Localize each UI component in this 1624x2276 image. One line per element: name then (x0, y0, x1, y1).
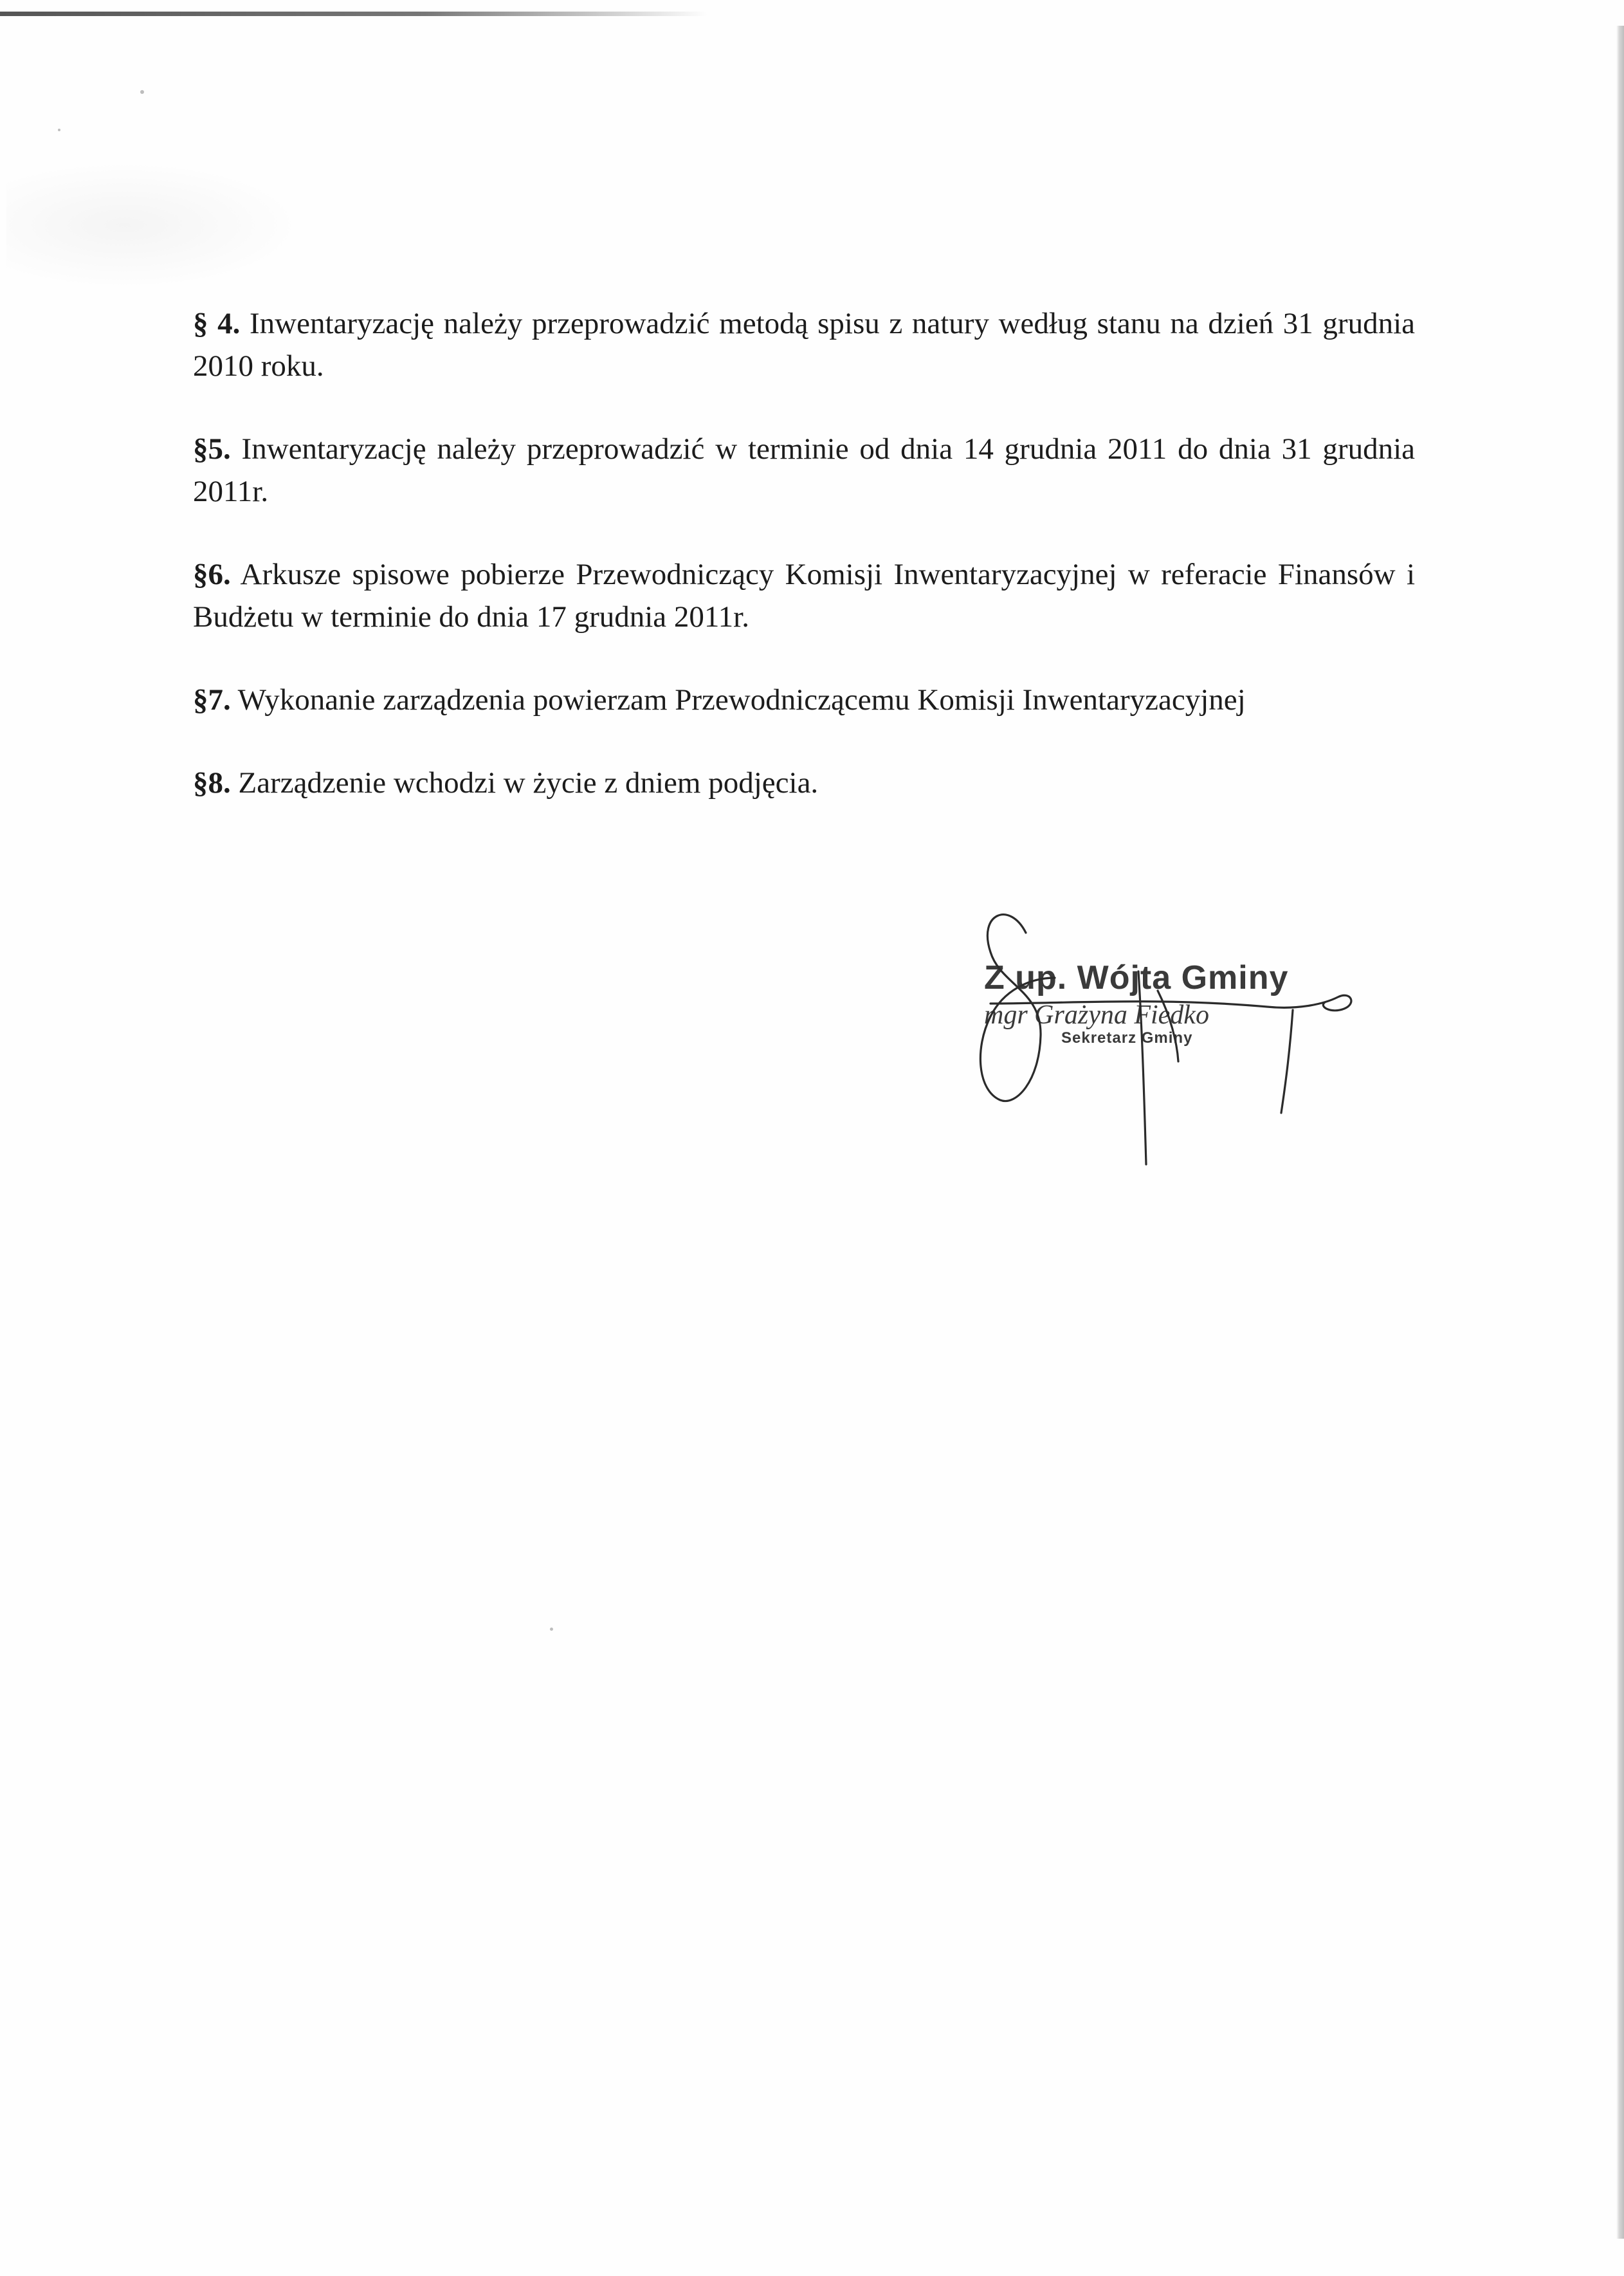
section-number: §6. (193, 558, 231, 591)
scan-speck (58, 129, 60, 131)
paragraph-section-7 (193, 679, 1415, 721)
paragraph-text: Zarządzenie wchodzi w życie z dniem podjęcia. (230, 766, 819, 800)
handwritten-signature (965, 894, 1376, 1184)
paragraph-text: Inwentaryzację należy przeprowadzić metodą spisu z natury według stanu na dzień 31 grudnia 2010 roku. (193, 307, 1416, 383)
stamp-title-line: Sekretarz Gminy (1061, 1029, 1193, 1047)
stamp-name-line: mgr Grażyna Fiedko (984, 1000, 1209, 1030)
section-number: §7. (193, 683, 231, 717)
paragraph-text: Inwentaryzację należy przeprowadzić w terminie od dnia 14 grudnia 2011 do dnia 31 grudnia 2011r. (193, 432, 1415, 508)
paragraph-text: Arkusze spisowe pobierze Przewodniczący Komisji Inwentaryzacyjnej w referacie Finansów i Budżetu w terminie do dnia 17 grudnia 2011r. (193, 558, 1415, 634)
signature-block (965, 894, 1376, 1184)
paragraph-text: Wykonanie zarządzenia powierzam Przewodniczącemu Komisji Inwentaryzacyjnej (230, 683, 1246, 717)
section-number: § 4. (193, 307, 241, 340)
paragraph-section-5 (193, 428, 1415, 513)
paragraph-section-4 (193, 302, 1415, 387)
section-number: §8. (193, 766, 231, 800)
stamp-authority-line: Z up. Wójta Gminy (984, 959, 1289, 996)
scan-smudge (6, 161, 302, 289)
paragraph-section-8 (193, 762, 1415, 804)
scan-edge-top (0, 12, 707, 16)
document-body (193, 302, 1415, 845)
scan-speck (140, 90, 144, 94)
scan-speck (550, 1628, 553, 1631)
scan-edge-right (1616, 26, 1624, 2239)
paragraph-section-6 (193, 553, 1415, 638)
section-number: §5. (193, 432, 231, 466)
